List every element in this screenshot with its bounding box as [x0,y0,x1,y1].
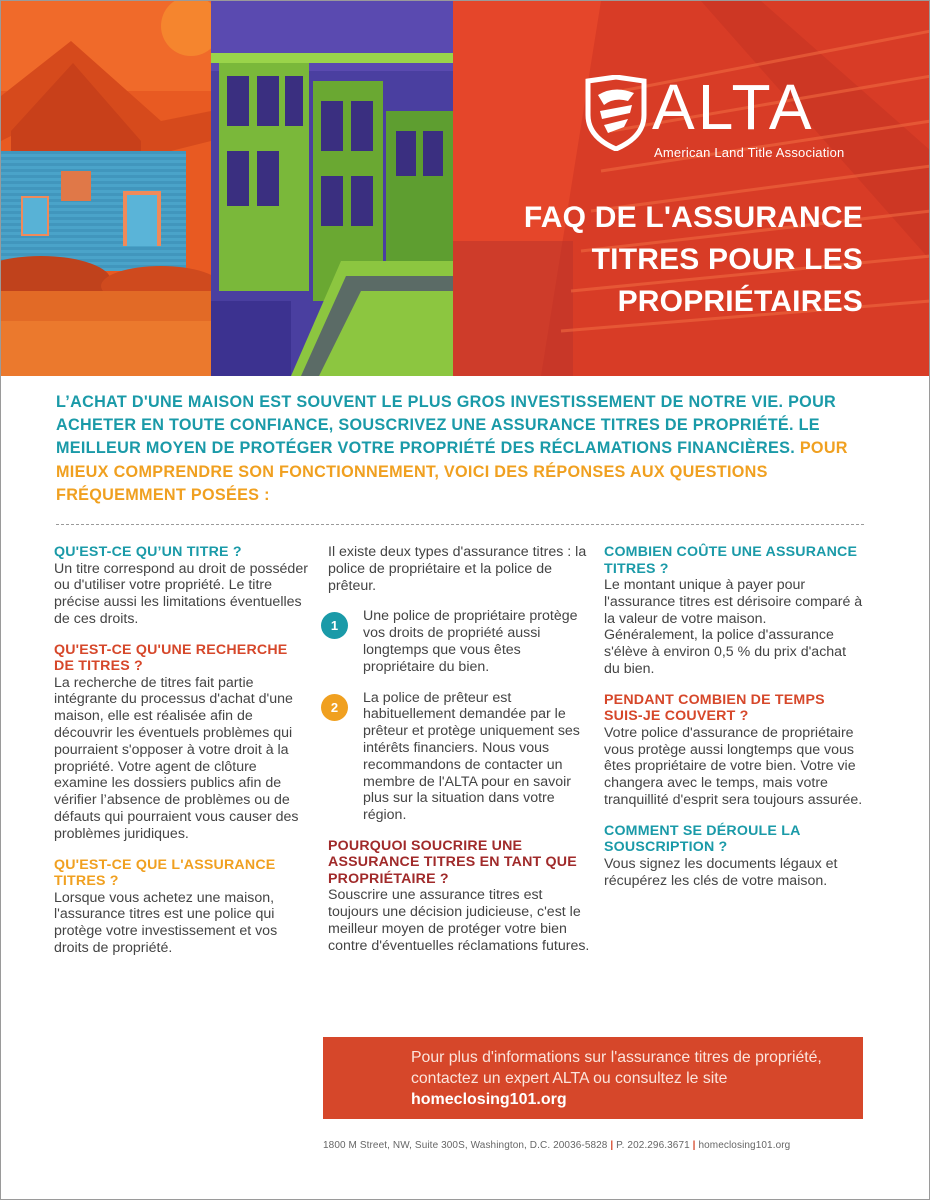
question-title-insurance: QU'EST-CE QUE L'ASSURANCE TITRES ? [54,856,276,890]
answer-coverage-duration: Votre police d'assurance de propriétaire vous protège aussi longtemps que vous êtes propriétaire de votre bien. Votre vie changera avec le temps, mais votre tranquillité d'esprit sera toujours assurée. [604,724,863,808]
title-line-1: FAQ DE L'ASSURANCE [523,201,863,234]
logo-subtitle: American Land Title Association [654,145,845,160]
intro-orange-text: POUR MIEUX COMPRENDRE SON FONCTIONNEMENT, VOICI DES RÉPONSES AUX QUESTIONS FRÉQUEMMENT POSÉES : [56,439,848,504]
question-subscription-process: COMMENT SE DÉROULE LA SOUSCRIPTION ? [604,822,800,856]
answer-title-search: La recherche de titres fait partie intégrante du processus d'achat d'une maison, elle est réalisée afin de découvrir les éventuels problèmes qui pourraient s'opposer à votre droit à la propriété. Votre agent de clôture examine les dossiers publics afin de vérifier l’absence de problèmes ou de défauts qui pourraient vous causer des problèmes juridiques. [54,674,299,842]
intro-paragraph [56,391,866,507]
separator: | [610,1140,614,1151]
title-line-3: PROPRIÉTAIRES [617,285,863,318]
alta-logo [584,73,874,173]
list-item [328,690,590,824]
footer-website[interactable]: homeclosing101.org [698,1140,791,1151]
owner-policy-text: Une police de propriétaire protège vos droits de propriété aussi longtemps que vous êtes propriétaire du bien. [363,608,578,675]
eagle-shield-icon [584,75,648,151]
question-what-is-title: QU'EST-CE QU’UN TITRE ? [54,544,242,560]
intro-teal-text: L’ACHAT D'UNE MAISON EST SOUVENT LE PLUS GROS INVESTISSEMENT DE NOTRE VIE. POUR ACHETER EN TOUTE CONFIANCE, SOUSCRIVEZ UNE ASSURANCE TITRES DE PROPRIÉTÉ. LE MEILLEUR MOYEN DE PROTÉGER VOTRE PROPRIÉTÉ DES RÉCLAMATIONS FINANCIÈRES. [56,393,837,458]
house-panel-illustration [1,1,221,376]
header-image-band [1,1,930,376]
title-line-2: TITRES POUR LES [591,243,863,276]
footer-phone: P. 202.296.3671 [616,1140,690,1151]
answer-cost: Le montant unique à payer pour l'assurance titres est dérisoire comparé à la valeur de votre maison. Généralement, la police d'assurance s'élève à environ 0,5 % du prix d'achat du bien. [604,577,863,677]
answer-what-is-title: Un titre correspond au droit de posséder ou d'utiliser votre propriété. Le titre précise aussi les limitations éventuelles de ces droits. [54,560,308,627]
policy-types-intro: Il existe deux types d'assurance titres : la police de propriétaire et la police de prêteur. [328,544,587,594]
logo-wordmark: ALTA [652,71,815,143]
question-why-subscribe: POURQUOI SOUCRIRE UNE ASSURANCE TITRES EN TANT QUE PROPRIÉTAIRE ? [328,837,577,887]
dashed-divider [56,524,864,525]
answer-subscription-process: Vous signez les documents légaux et récupérez les clés de votre maison. [604,855,838,889]
footer-address: 1800 M Street, NW, Suite 300S, Washington, D.C. 20036-5828 [323,1140,608,1151]
list-item [328,608,590,675]
banner-text: Pour plus d'informations sur l'assurance titres de propriété, contactez un expert ALTA ou consultez le site [411,1049,822,1087]
faq-column-3 [604,544,864,889]
lender-policy-text: La police de prêteur est habituellement demandée par le prêteur et protège uniquement ses intérêts financiers. Nous vous recommandons de contacter un membre de l'ALTA pour en savoir plus sur la situation dans votre région. [363,689,580,824]
faq-column-2 [328,544,590,955]
separator: | [692,1140,696,1151]
question-coverage-duration: PENDANT COMBIEN DE TEMPS SUIS-JE COUVERT ? [604,691,825,725]
question-title-search: QU'EST-CE QU'UNE RECHERCHE DE TITRES ? [54,641,288,675]
website-link[interactable]: homeclosing101.org [411,1091,567,1108]
page-title [463,197,863,323]
answer-why-subscribe: Souscrire une assurance titres est toujours une décision judicieuse, c'est le meilleur moyen de protéger votre bien contre d'éventuelles réclamations futures. [328,887,590,954]
number-badge: 1 [321,612,348,639]
info-banner [323,1037,863,1119]
answer-title-insurance: Lorsque vous achetez une maison, l'assurance titres est une police qui protège votre investissement et vos droits de propriété. [54,889,278,957]
number-badge: 2 [321,694,348,721]
faq-column-1 [54,544,309,957]
victorian-panel-illustration [211,1,453,376]
footer-contact [323,1140,863,1151]
question-cost: COMBIEN COÛTE UNE ASSURANCE TITRES ? [604,544,858,577]
